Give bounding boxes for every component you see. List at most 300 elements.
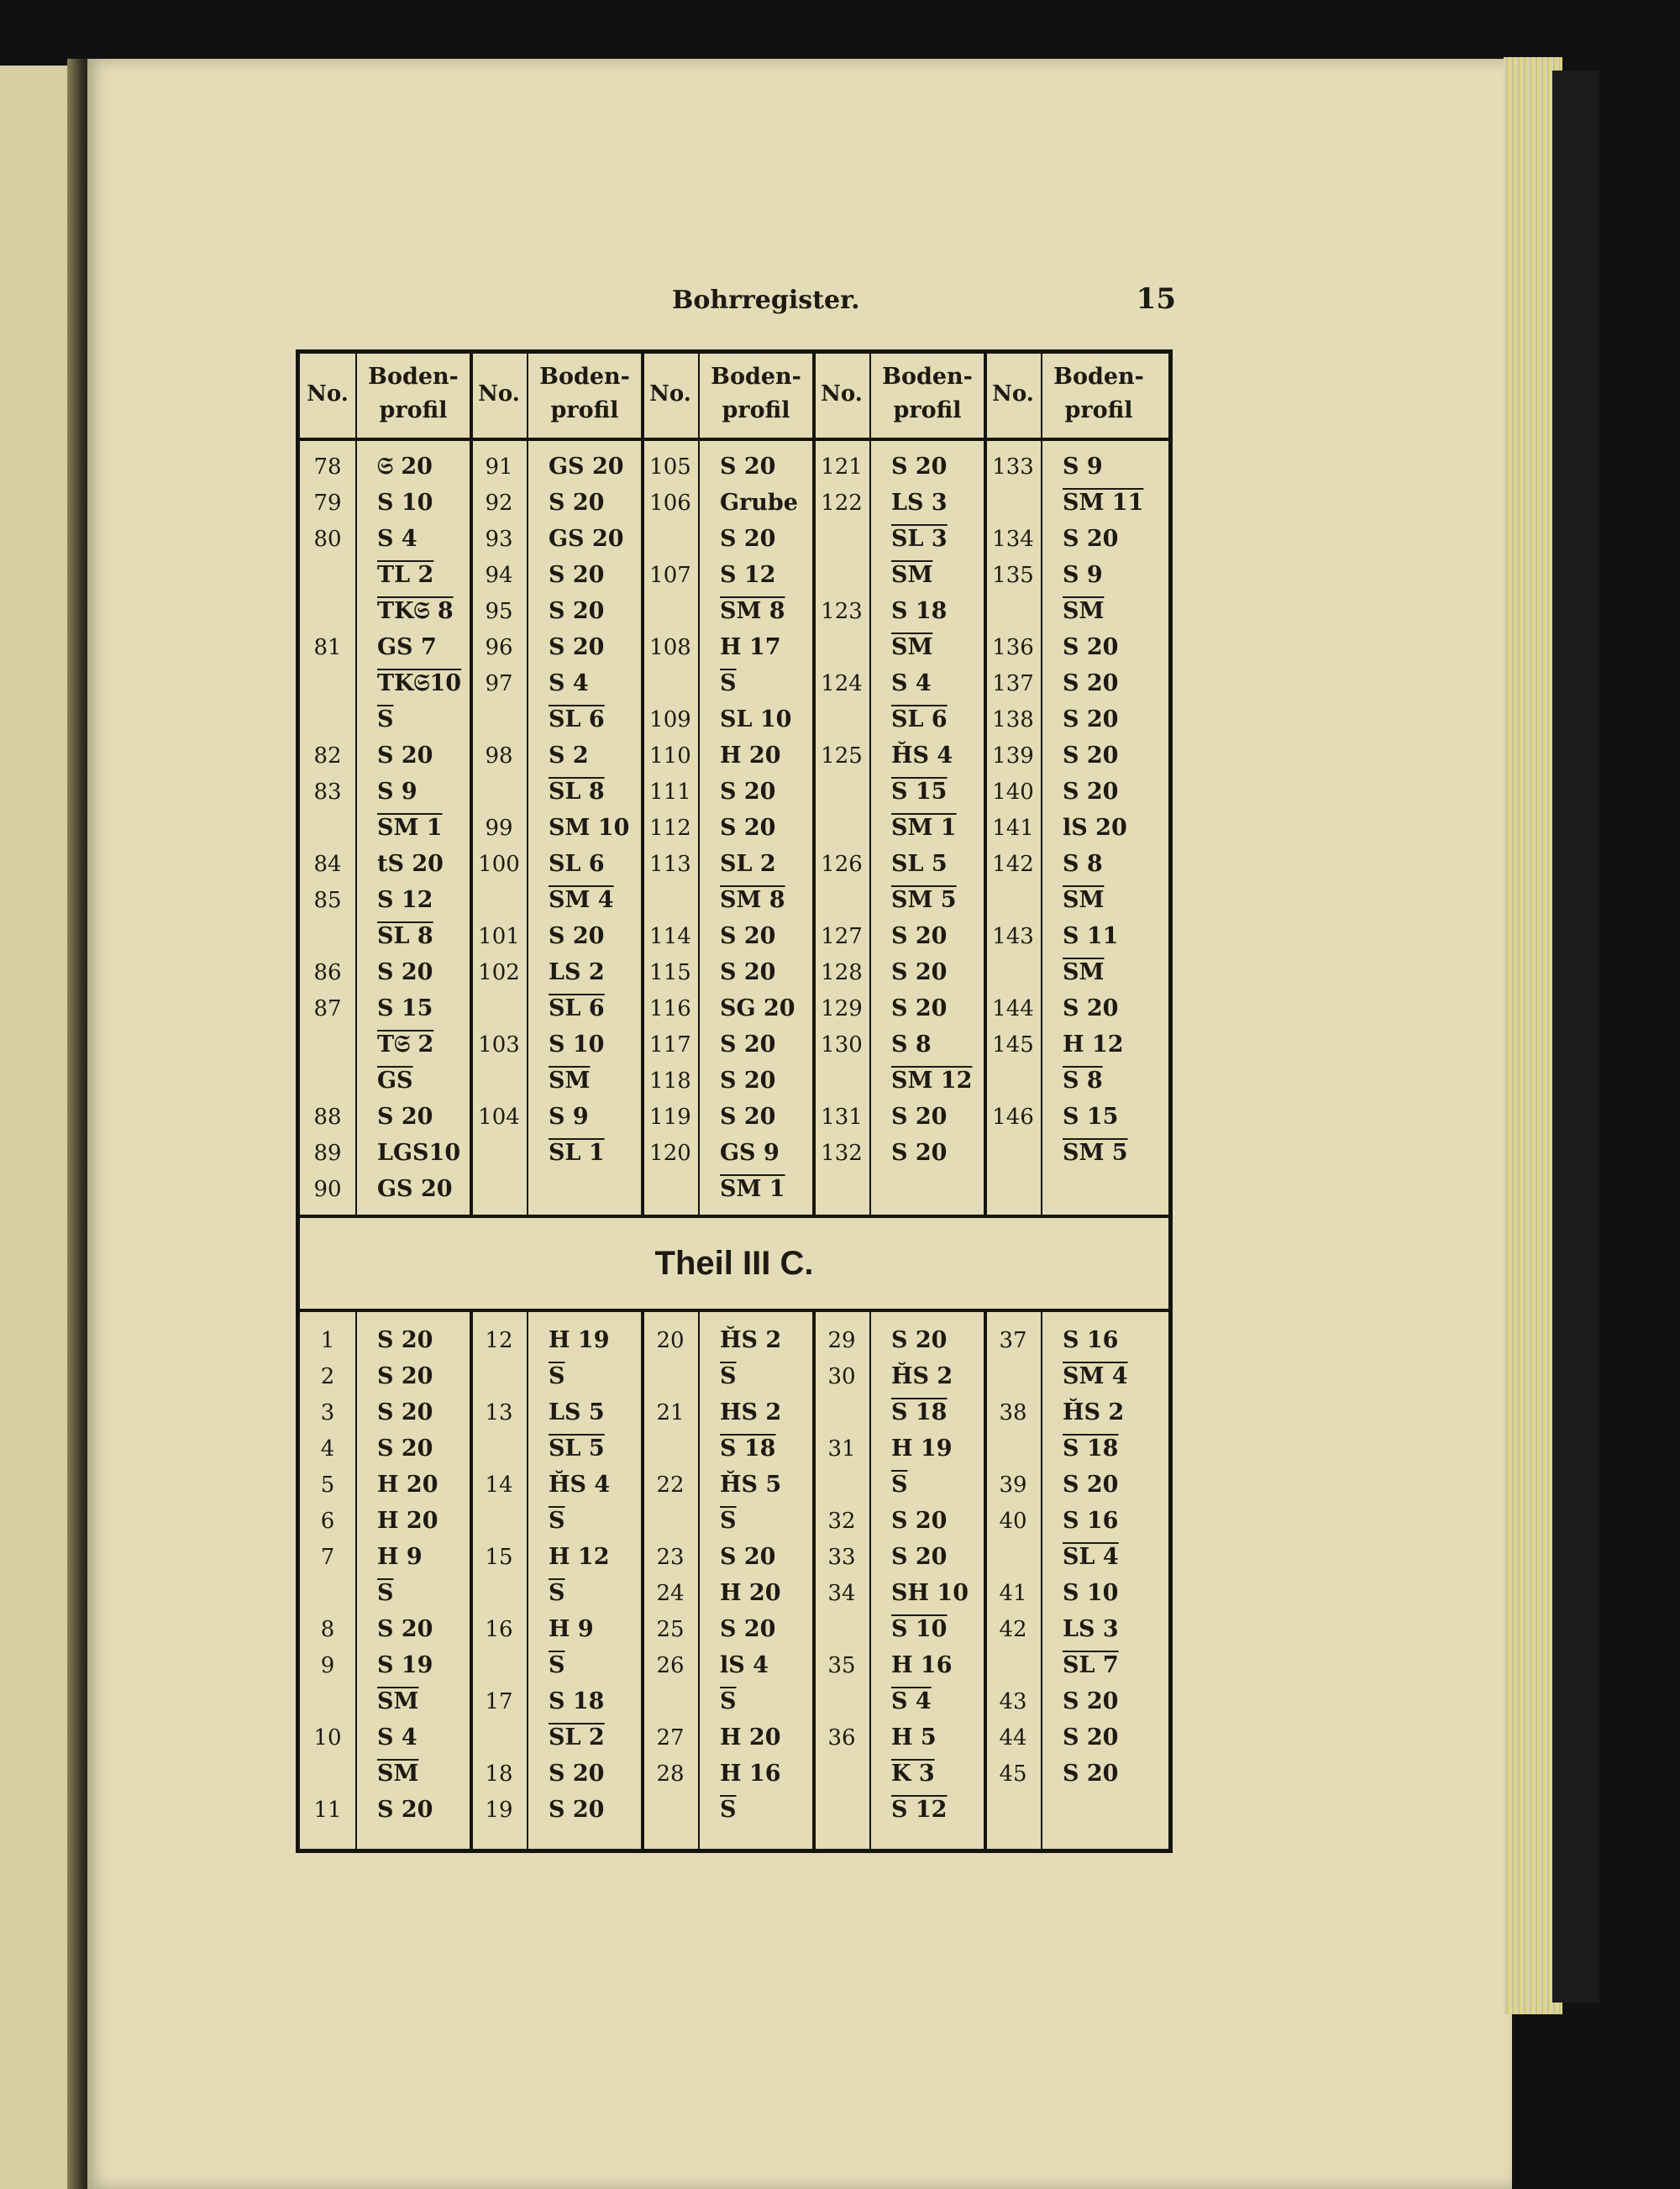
part-b-cell-profile: GS 7	[377, 634, 437, 660]
part-c-cell-profile: S 20	[377, 1436, 433, 1462]
part-c-cell-number: 41	[999, 1581, 1027, 1606]
part-c-cell-profile: SL 5	[549, 1436, 605, 1462]
part-b-cell-number: 130	[821, 1032, 863, 1058]
part-c-column-rule	[1041, 1309, 1042, 1849]
part-b-cell-number: 126	[821, 852, 863, 877]
part-b-cell-number: 125	[821, 743, 863, 769]
part-b-cell-number: 108	[649, 635, 691, 660]
part-b-cell-number: 80	[313, 527, 342, 552]
part-b-cell-profile: SL 1	[549, 1140, 605, 1166]
part-c-cell-number: 13	[485, 1400, 513, 1425]
part-c-cell-profile: H 20	[720, 1580, 781, 1606]
part-c-cell-number: 37	[999, 1328, 1027, 1353]
part-b-cell-number: 93	[485, 527, 513, 552]
part-b-cell-number: 97	[485, 671, 513, 696]
part-b-cell-number: 87	[313, 996, 342, 1021]
part-c-cell-profile: H 9	[377, 1544, 423, 1570]
part-c-cell-number: 3	[320, 1400, 335, 1425]
part-b-cell-number: 140	[992, 780, 1034, 805]
part-c-cell-profile: S 4	[891, 1688, 932, 1714]
part-b-cell-profile: S 20	[1063, 526, 1119, 552]
part-c-cell-profile: LS 5	[549, 1399, 605, 1425]
part-b-cell-profile: S 20	[377, 959, 433, 985]
part-b-cell-profile: S 20	[720, 1068, 776, 1094]
part-b-cell-number: 100	[478, 852, 520, 877]
part-b-cell-profile: S 20	[720, 779, 776, 805]
part-b-cell-number: 120	[649, 1141, 691, 1166]
part-b-cell-profile: S 15	[1063, 1104, 1119, 1130]
part-c-cell-number: 1	[320, 1328, 335, 1353]
part-b-cell-number: 105	[649, 454, 691, 480]
part-b-cell-profile: S 20	[891, 1140, 948, 1166]
part-c-cell-profile: S 20	[1063, 1761, 1119, 1787]
part-b-cell-profile: S 4	[891, 670, 932, 696]
part-c-cell-number: 17	[485, 1689, 513, 1714]
part-b-cell-profile: GS 20	[377, 1176, 453, 1202]
part-c-cell-profile: HS 2	[720, 1399, 782, 1425]
section-rule-top	[300, 1215, 1168, 1218]
part-b-cell-number: 94	[485, 563, 513, 588]
part-b-cell-profile: LGS10	[377, 1140, 461, 1166]
part-c-cell-profile: H 12	[549, 1544, 610, 1570]
part-c-cell-profile: S 20	[377, 1399, 433, 1425]
part-c-cell-number: 30	[827, 1364, 856, 1389]
part-c-cell-profile: H 20	[720, 1724, 781, 1751]
column-header-profil: Boden- profil	[1053, 364, 1144, 423]
part-c-cell-number: 26	[656, 1653, 685, 1678]
part-b-cell-profile: S 20	[891, 995, 948, 1021]
part-c-cell-number: 32	[827, 1509, 856, 1534]
part-b-cell-profile: S 15	[891, 779, 948, 805]
part-b-cell-number: 136	[992, 635, 1034, 660]
part-c-cell-profile: $\overline{SM}$	[377, 1688, 419, 1714]
part-b-cell-profile: Grube	[720, 490, 798, 516]
part-c-cell-profile: $\overline{S}$	[720, 1797, 737, 1823]
part-c-cell-number: 11	[313, 1798, 342, 1823]
part-c-cell-number: 2	[320, 1364, 335, 1389]
part-b-cell-profile: S 20	[1063, 779, 1119, 805]
part-c-cell-profile: $\overline{S}$	[549, 1363, 565, 1389]
part-c-column-rule	[527, 1309, 528, 1849]
part-b-cell-profile: SL 6	[549, 995, 605, 1021]
part-c-cell-number: 19	[485, 1798, 513, 1823]
part-b-cell-number: 79	[313, 491, 342, 516]
part-c-cell-profile: $\overline{S}$	[549, 1652, 565, 1678]
part-c-cell-profile: S 18	[549, 1688, 605, 1714]
part-b-cell-profile: TK𝔖10	[377, 670, 462, 696]
part-c-cell-profile: H̆S 4	[549, 1472, 611, 1498]
part-c-cell-profile: H̆S 2	[720, 1327, 782, 1353]
column-header-profil: Boden- profil	[882, 364, 973, 423]
part-b-cell-profile: S 20	[1063, 743, 1119, 769]
part-b-cell-profile: S 20	[720, 815, 776, 841]
part-b-cell-number: 91	[485, 454, 513, 480]
part-b-cell-number: 88	[313, 1105, 342, 1130]
part-c-cell-number: 24	[656, 1581, 685, 1606]
part-b-cell-number: 127	[821, 924, 863, 949]
part-c-cell-profile: $\overline{S}$	[720, 1508, 737, 1534]
part-b-cell-profile: SL 6	[549, 851, 605, 877]
part-c-cell-profile: $\overline{S}$	[720, 1688, 737, 1714]
part-b-cell-profile: LS 2	[549, 959, 605, 985]
part-c-cell-profile: SL 4	[1063, 1544, 1119, 1570]
part-c-cell-profile: S 10	[891, 1616, 948, 1642]
part-b-cell-profile: S 4	[377, 526, 417, 552]
part-c-cell-profile: SM 4	[1063, 1363, 1128, 1389]
part-c-cell-profile: $\overline{S}$	[549, 1580, 565, 1606]
part-b-cell-profile: S 8	[891, 1032, 932, 1058]
part-c-cell-number: 42	[999, 1617, 1027, 1642]
part-c-cell-profile: S 20	[1063, 1724, 1119, 1751]
part-b-cell-profile: SL 10	[720, 706, 792, 732]
part-b-cell-number: 134	[992, 527, 1034, 552]
part-b-cell-profile: S 9	[377, 779, 417, 805]
part-b-cell-number: 78	[313, 454, 342, 480]
part-c-cell-profile: S 18	[1063, 1436, 1119, 1462]
part-b-cell-number: 112	[649, 816, 691, 841]
part-c-cell-number: 21	[656, 1400, 685, 1425]
part-b-cell-number: 131	[821, 1105, 863, 1130]
part-b-cell-profile: S 12	[377, 887, 433, 913]
part-c-cell-number: 34	[827, 1581, 856, 1606]
part-b-cell-number: 144	[992, 996, 1034, 1021]
part-b-cell-profile: S 15	[377, 995, 433, 1021]
part-b-cell-profile: SM 1	[891, 815, 957, 841]
part-b-cell-profile: S 4	[549, 670, 589, 696]
part-c-cell-number: 5	[320, 1472, 335, 1498]
part-b-cell-number: 117	[649, 1032, 691, 1058]
part-c-cell-number: 29	[827, 1328, 856, 1353]
part-c-cell-profile: $\overline{SM}$	[377, 1761, 419, 1787]
part-c-cell-number: 43	[999, 1689, 1027, 1714]
part-c-cell-number: 23	[656, 1545, 685, 1570]
part-c-cell-profile: H 20	[377, 1472, 438, 1498]
part-c-cell-number: 36	[827, 1725, 856, 1751]
part-b-cell-profile: GS 20	[549, 454, 624, 480]
part-c-cell-profile: H 19	[891, 1436, 953, 1462]
part-b-cell-number: 142	[992, 852, 1034, 877]
part-b-cell-profile: SG 20	[720, 995, 795, 1021]
part-b-cell-number: 135	[992, 563, 1034, 588]
part-b-cell-number: 102	[478, 960, 520, 985]
part-b-cell-number: 141	[992, 816, 1034, 841]
part-c-cell-profile: S 20	[720, 1616, 776, 1642]
part-b-cell-number: 101	[478, 924, 520, 949]
part-b-cell-number: 139	[992, 743, 1034, 769]
part-b-cell-number: 137	[992, 671, 1034, 696]
part-c-cell-profile: S 20	[891, 1508, 948, 1534]
part-b-cell-profile: $\overline{SM}$	[549, 1068, 591, 1094]
part-b-cell-profile: SM 5	[891, 887, 957, 913]
part-b-cell-profile: H̆S 4	[891, 743, 953, 769]
part-c-cell-profile: SL 2	[549, 1724, 605, 1751]
part-c-cell-profile: H 5	[891, 1724, 937, 1751]
part-b-cell-profile: S 2	[549, 743, 589, 769]
part-b-column-rule	[527, 354, 528, 1215]
part-b-cell-profile: $\overline{S}$	[720, 670, 737, 696]
part-b-column-rule	[1041, 354, 1042, 1215]
part-b-cell-profile: S 9	[549, 1104, 589, 1130]
part-b-cell-profile: S 20	[891, 959, 948, 985]
part-c-cell-profile: S 16	[1063, 1327, 1119, 1353]
part-c-cell-profile: LS 3	[1063, 1616, 1119, 1642]
part-b-cell-profile: S 11	[1063, 923, 1119, 949]
part-c-cell-number: 22	[656, 1472, 685, 1498]
part-c-cell-profile: SL 7	[1063, 1652, 1119, 1678]
part-c-cell-number: 16	[485, 1617, 513, 1642]
part-c-column-rule	[355, 1309, 357, 1849]
part-b-cell-number: 86	[313, 960, 342, 985]
part-b-cell-number: 115	[649, 960, 691, 985]
part-b-cell-profile: $\overline{SM}$	[1063, 598, 1105, 624]
part-b-cell-profile: S 10	[377, 490, 433, 516]
part-c-cell-number: 10	[313, 1725, 342, 1751]
part-b-cell-profile: SM 1	[720, 1176, 785, 1202]
part-c-cell-profile: S 12	[891, 1797, 948, 1823]
part-b-cell-number: 143	[992, 924, 1034, 949]
part-b-cell-profile: TK𝔖 8	[377, 598, 454, 624]
part-b-cell-number: 98	[485, 743, 513, 769]
part-b-cell-profile: SM 5	[1063, 1140, 1128, 1166]
part-b-cell-number: 146	[992, 1105, 1034, 1130]
part-c-cell-number: 12	[485, 1328, 513, 1353]
page-number: 15	[1136, 282, 1176, 316]
part-c-cell-profile: S 16	[1063, 1508, 1119, 1534]
part-b-cell-profile: H 17	[720, 634, 781, 660]
part-b-cell-profile: H 12	[1063, 1032, 1124, 1058]
part-b-cell-profile: tS 20	[377, 851, 444, 877]
part-b-cell-profile: S 20	[1063, 670, 1119, 696]
part-b-cell-profile: S 20	[720, 959, 776, 985]
part-c-cell-profile: $\overline{S}$	[720, 1363, 737, 1389]
part-c-cell-profile: S 20	[1063, 1472, 1119, 1498]
part-c-cell-profile: S 20	[377, 1327, 433, 1353]
part-b-cell-profile: lS 20	[1063, 815, 1127, 841]
part-b-cell-profile: S 12	[720, 562, 776, 588]
part-c-column-rule	[869, 1309, 871, 1849]
part-c-cell-profile: H 19	[549, 1327, 610, 1353]
part-c-cell-profile: S 4	[377, 1724, 417, 1751]
section-rule-bottom	[300, 1309, 1168, 1312]
part-b-cell-profile: SM 12	[891, 1068, 973, 1094]
part-b-cell-profile: S 10	[549, 1032, 605, 1058]
part-c-cell-profile: $\overline{S}$	[377, 1580, 394, 1606]
part-b-cell-profile: S 20	[549, 634, 605, 660]
part-c-cell-number: 9	[320, 1653, 335, 1678]
part-c-cell-number: 38	[999, 1400, 1027, 1425]
part-b-cell-profile: S 18	[891, 598, 948, 624]
part-b-column-rule	[698, 354, 700, 1215]
part-b-cell-number: 84	[313, 852, 342, 877]
part-c-cell-profile: H 16	[720, 1761, 781, 1787]
part-c-cell-number: 20	[656, 1328, 685, 1353]
part-c-cell-profile: S 18	[720, 1436, 776, 1462]
part-b-cell-number: 132	[821, 1141, 863, 1166]
part-b-cell-number: 103	[478, 1032, 520, 1058]
part-b-cell-number: 109	[649, 707, 691, 732]
part-b-cell-number: 90	[313, 1177, 342, 1202]
part-b-cell-profile: S 20	[549, 490, 605, 516]
part-c-cell-profile: H̆S 2	[1063, 1399, 1125, 1425]
part-b-cell-profile: SM 8	[720, 887, 785, 913]
part-c-cell-profile: S 20	[377, 1616, 433, 1642]
part-c-cell-number: 27	[656, 1725, 685, 1751]
part-b-cell-profile: S 20	[1063, 634, 1119, 660]
part-c-column-rule	[698, 1309, 700, 1849]
part-c-cell-profile: H 9	[549, 1616, 594, 1642]
part-b-cell-profile: SM 11	[1063, 490, 1144, 516]
part-c-cell-profile: SH 10	[891, 1580, 969, 1606]
part-b-cell-number: 122	[821, 491, 863, 516]
part-b-group-rule	[470, 354, 473, 1215]
part-b-cell-number: 106	[649, 491, 691, 516]
part-c-cell-number: 14	[485, 1472, 513, 1498]
part-b-cell-profile: TL 2	[377, 562, 434, 588]
part-b-cell-profile: S 9	[1063, 454, 1103, 480]
part-b-cell-profile: $\overline{S}$	[377, 706, 394, 732]
part-b-cell-number: 83	[313, 780, 342, 805]
part-c-cell-profile: S 20	[377, 1797, 433, 1823]
column-header-no: No.	[649, 381, 691, 407]
column-header-no: No.	[307, 381, 349, 407]
register-table	[296, 349, 1173, 1853]
part-b-cell-profile: S 20	[720, 1104, 776, 1130]
part-b-cell-profile: $\overline{GS}$	[377, 1068, 413, 1094]
part-b-cell-profile: S 20	[891, 1104, 948, 1130]
part-c-cell-number: 35	[827, 1653, 856, 1678]
part-b-cell-number: 114	[649, 924, 691, 949]
column-header-no: No.	[478, 381, 520, 407]
part-b-cell-profile: SM 10	[549, 815, 630, 841]
part-c-cell-number: 15	[485, 1545, 513, 1570]
left-page-edge	[0, 66, 74, 2189]
part-b-cell-profile: S 20	[1063, 706, 1119, 732]
part-b-cell-number: 116	[649, 996, 691, 1021]
column-header-no: No.	[992, 381, 1034, 407]
part-b-cell-number: 104	[478, 1105, 520, 1130]
part-c-cell-profile: H 20	[377, 1508, 438, 1534]
part-b-column-rule	[869, 354, 871, 1215]
part-b-cell-profile: S 20	[549, 598, 605, 624]
part-c-cell-number: 33	[827, 1545, 856, 1570]
part-b-cell-number: 92	[485, 491, 513, 516]
part-b-cell-number: 96	[485, 635, 513, 660]
part-b-cell-profile: $\overline{SM}$	[891, 634, 933, 660]
part-b-cell-profile: SM 4	[549, 887, 614, 913]
part-c-cell-number: 45	[999, 1761, 1027, 1787]
part-c-cell-number: 6	[320, 1509, 335, 1534]
running-head: Bohrregister.	[672, 286, 860, 315]
part-c-cell-number: 44	[999, 1725, 1027, 1751]
part-b-cell-profile: SL 6	[891, 706, 948, 732]
part-c-cell-profile: S 20	[891, 1327, 948, 1353]
part-c-cell-number: 40	[999, 1509, 1027, 1534]
part-b-cell-number: 113	[649, 852, 691, 877]
part-b-cell-number: 81	[313, 635, 342, 660]
part-c-cell-profile: S 10	[1063, 1580, 1119, 1606]
part-b-cell-profile: H 20	[720, 743, 781, 769]
part-b-cell-number: 82	[313, 743, 342, 769]
part-b-cell-number: 121	[821, 454, 863, 480]
part-b-cell-number: 111	[649, 780, 691, 805]
part-c-cell-profile: S 20	[549, 1797, 605, 1823]
part-c-group-rule	[812, 1309, 816, 1849]
part-b-cell-profile: S 20	[720, 923, 776, 949]
part-b-cell-number: 123	[821, 599, 863, 624]
part-c-cell-profile: S 20	[549, 1761, 605, 1787]
part-b-cell-profile: SL 3	[891, 526, 948, 552]
part-c-cell-number: 31	[827, 1436, 856, 1462]
part-b-cell-profile: S 20	[549, 562, 605, 588]
part-b-cell-profile: SL 2	[720, 851, 776, 877]
part-c-cell-profile: $\overline{S}$	[549, 1508, 565, 1534]
part-b-cell-profile: SL 8	[549, 779, 605, 805]
part-b-cell-profile: SL 8	[377, 923, 433, 949]
part-b-cell-profile: S 20	[891, 923, 948, 949]
part-b-cell-profile: S 20	[549, 923, 605, 949]
part-b-cell-profile: LS 3	[891, 490, 948, 516]
part-c-cell-profile: H 16	[891, 1652, 953, 1678]
part-b-cell-profile: S 20	[1063, 995, 1119, 1021]
part-b-cell-number: 124	[821, 671, 863, 696]
part-b-cell-number: 110	[649, 743, 691, 769]
part-b-cell-number: 138	[992, 707, 1034, 732]
column-header-profil: Boden- profil	[539, 364, 630, 423]
column-header-no: No.	[821, 381, 863, 407]
part-b-cell-profile: S 20	[720, 526, 776, 552]
part-b-cell-number: 107	[649, 563, 691, 588]
part-b-cell-profile: S 8	[1063, 1068, 1103, 1094]
book-cover	[1552, 71, 1599, 2003]
part-c-cell-number: 28	[656, 1761, 685, 1787]
part-b-cell-number: 145	[992, 1032, 1034, 1058]
part-b-cell-number: 119	[649, 1105, 691, 1130]
part-c-cell-number: 39	[999, 1472, 1027, 1498]
part-b-cell-profile: S 20	[377, 1104, 433, 1130]
part-c-cell-number: 4	[320, 1436, 335, 1462]
part-b-cell-number: 85	[313, 888, 342, 913]
part-b-cell-profile: GS 20	[549, 526, 624, 552]
part-b-cell-number: 129	[821, 996, 863, 1021]
part-c-cell-profile: S 20	[1063, 1688, 1119, 1714]
part-b-cell-profile: S 20	[720, 454, 776, 480]
part-b-cell-profile: GS 9	[720, 1140, 780, 1166]
part-b-cell-profile: SM 1	[377, 815, 443, 841]
part-b-cell-number: 99	[485, 816, 513, 841]
part-b-cell-profile: S 20	[377, 743, 433, 769]
section-heading: Theil III C.	[654, 1245, 814, 1282]
page-header	[302, 282, 1176, 328]
part-b-cell-profile: $\overline{SM}$	[1063, 959, 1105, 985]
part-b-cell-profile: S 8	[1063, 851, 1103, 877]
column-header-profil: Boden- profil	[711, 364, 801, 423]
part-c-cell-number: 25	[656, 1617, 685, 1642]
part-b-cell-profile: S 20	[720, 1032, 776, 1058]
part-b-column-rule	[355, 354, 357, 1215]
part-c-cell-profile: $\overline{S}$	[891, 1472, 908, 1498]
header-rule	[300, 438, 1168, 441]
part-b-cell-number: 95	[485, 599, 513, 624]
part-c-cell-profile: S 20	[720, 1544, 776, 1570]
part-b-cell-number: 128	[821, 960, 863, 985]
part-c-cell-profile: K 3	[891, 1761, 935, 1787]
part-b-cell-profile: $\overline{SM}$	[891, 562, 933, 588]
part-c-cell-number: 7	[320, 1545, 335, 1570]
part-c-cell-profile: S 20	[891, 1544, 948, 1570]
part-b-cell-profile: T𝔖 2	[377, 1032, 434, 1058]
part-c-cell-number: 18	[485, 1761, 513, 1787]
part-b-cell-profile: S 20	[891, 454, 948, 480]
